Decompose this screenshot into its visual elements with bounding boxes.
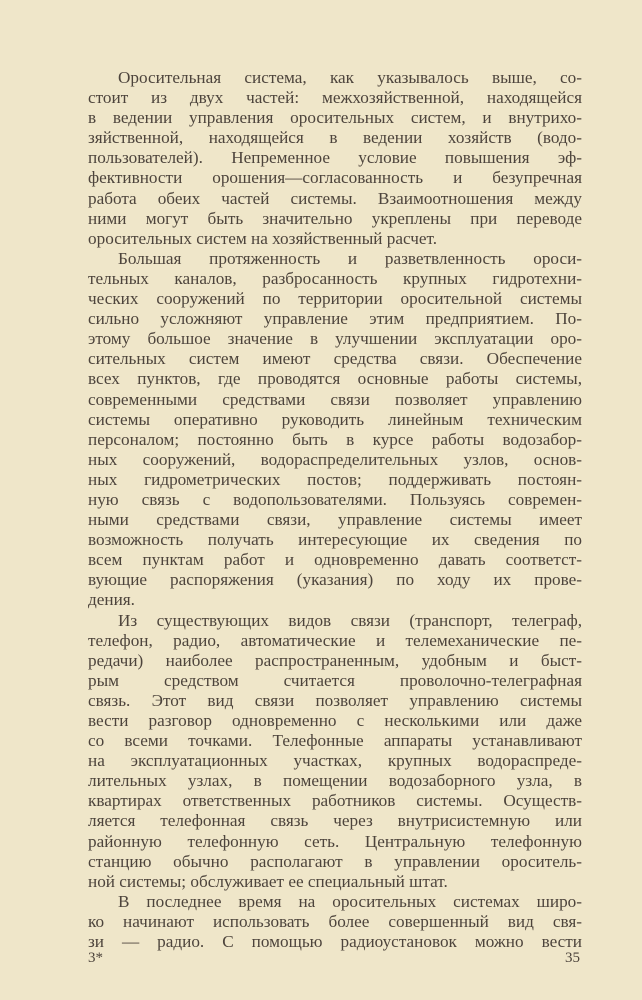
- text-line: персоналом; постоянно быть в курсе работы водозабор-: [88, 429, 582, 449]
- text-line: квартирах ответственных работников системы. Осуществ-: [88, 791, 582, 811]
- text-line: ними могут быть значительно укреплены при переводе: [88, 208, 582, 228]
- paragraph: [88, 892, 582, 952]
- text-line: современными средствами связи позволяет управлению: [88, 389, 582, 409]
- text-line: тельных каналов, разбросанность крупных гидротехни-: [88, 268, 582, 288]
- text-line: дения.: [88, 590, 135, 610]
- text-line: на эксплуатационных участках, крупных водораспреде-: [88, 751, 582, 771]
- text-line: сильно усложняют управление этим предприятием. По-: [88, 309, 582, 329]
- text-line: ных сооружений, водораспределительных узлов, основ-: [88, 449, 582, 469]
- text-line: Оросительная система, как указывалось выше, со-: [118, 68, 582, 87]
- text-line: стоит из двух частей: межхозяйственной, находящейся: [88, 88, 582, 108]
- page-number: 35: [565, 950, 580, 966]
- text-line: лительных узлах, в помещении водозаборного узла, в: [88, 771, 582, 791]
- text-line: зяйственной, находящейся в ведении хозяйств (водо-: [88, 128, 582, 148]
- text-line: рым средством считается проволочно-телеграфная: [88, 670, 582, 690]
- text-line: всех пунктов, где проводятся основные работы системы,: [88, 369, 582, 389]
- text-line: всем пунктам работ и одновременно давать соответст-: [88, 550, 582, 570]
- text-line: оросительных систем на хозяйственный расчет.: [88, 228, 438, 248]
- text-line: ными средствами связи, управление системы имеет: [88, 510, 582, 530]
- text-line: ную связь с водопользователями. Пользуясь современ-: [88, 489, 582, 509]
- text-line: Большая протяженность и разветвленность ороси-: [118, 248, 582, 268]
- text-line: станцию обычно располагают в управлении ороситель-: [88, 851, 582, 871]
- text-line: пользователей). Непременное условие повышения эф-: [88, 148, 582, 168]
- text-line: редачи) наиболее распространенным, удобным и быст-: [88, 650, 582, 670]
- text-line: вести разговор одновременно с несколькими или даже: [88, 711, 582, 730]
- text-line: телефон, радио, автоматические и телемеханические пе-: [88, 630, 582, 650]
- paragraph: [88, 249, 582, 611]
- text-line: сительных систем имеют средства связи. Обеспечение: [88, 349, 582, 369]
- signature-mark: 3*: [88, 950, 103, 966]
- text-line: ческих сооружений по территории оросительной системы: [88, 289, 582, 309]
- text-line: со всеми точками. Телефонные аппараты устанавливают: [88, 731, 582, 751]
- text-line: связь. Этот вид связи позволяет управлению системы: [88, 690, 582, 710]
- text-line: системы оперативно руководить линейным техническим: [88, 409, 582, 429]
- text-line: В последнее время на оросительных системах широ-: [118, 891, 582, 911]
- text-line: ной системы; обслуживает ее специальный штат.: [88, 871, 448, 891]
- text-line: зи — радио. С помощью радиоустановок можно вести: [88, 932, 582, 952]
- text-line: Из существующих видов связи (транспорт, телеграф,: [118, 610, 582, 630]
- text-line: районную телефонную сеть. Центральную телефонную: [88, 831, 582, 851]
- text-line: ных гидрометрических постов; поддерживать постоян-: [88, 469, 582, 489]
- page-body: [88, 68, 582, 952]
- text-line: в ведении управления оросительных систем, и внутрихо-: [88, 108, 582, 128]
- text-line: ко начинают использовать более совершенный вид свя-: [88, 911, 582, 931]
- text-line: ляется телефонная связь через внутрисистемную или: [88, 811, 582, 831]
- paragraph: [88, 611, 582, 892]
- text-line: этому большое значение в улучшении эксплуатации оро-: [88, 329, 582, 349]
- text-line: возможность получать интересующие их сведения по: [88, 530, 582, 550]
- text-line: работа обеих частей системы. Взаимоотношения между: [88, 188, 582, 208]
- paragraph: [88, 68, 582, 249]
- text-line: вующие распоряжения (указания) по ходу их прове-: [88, 570, 582, 590]
- text-line: фективности орошения—согласованность и безупречная: [88, 168, 582, 188]
